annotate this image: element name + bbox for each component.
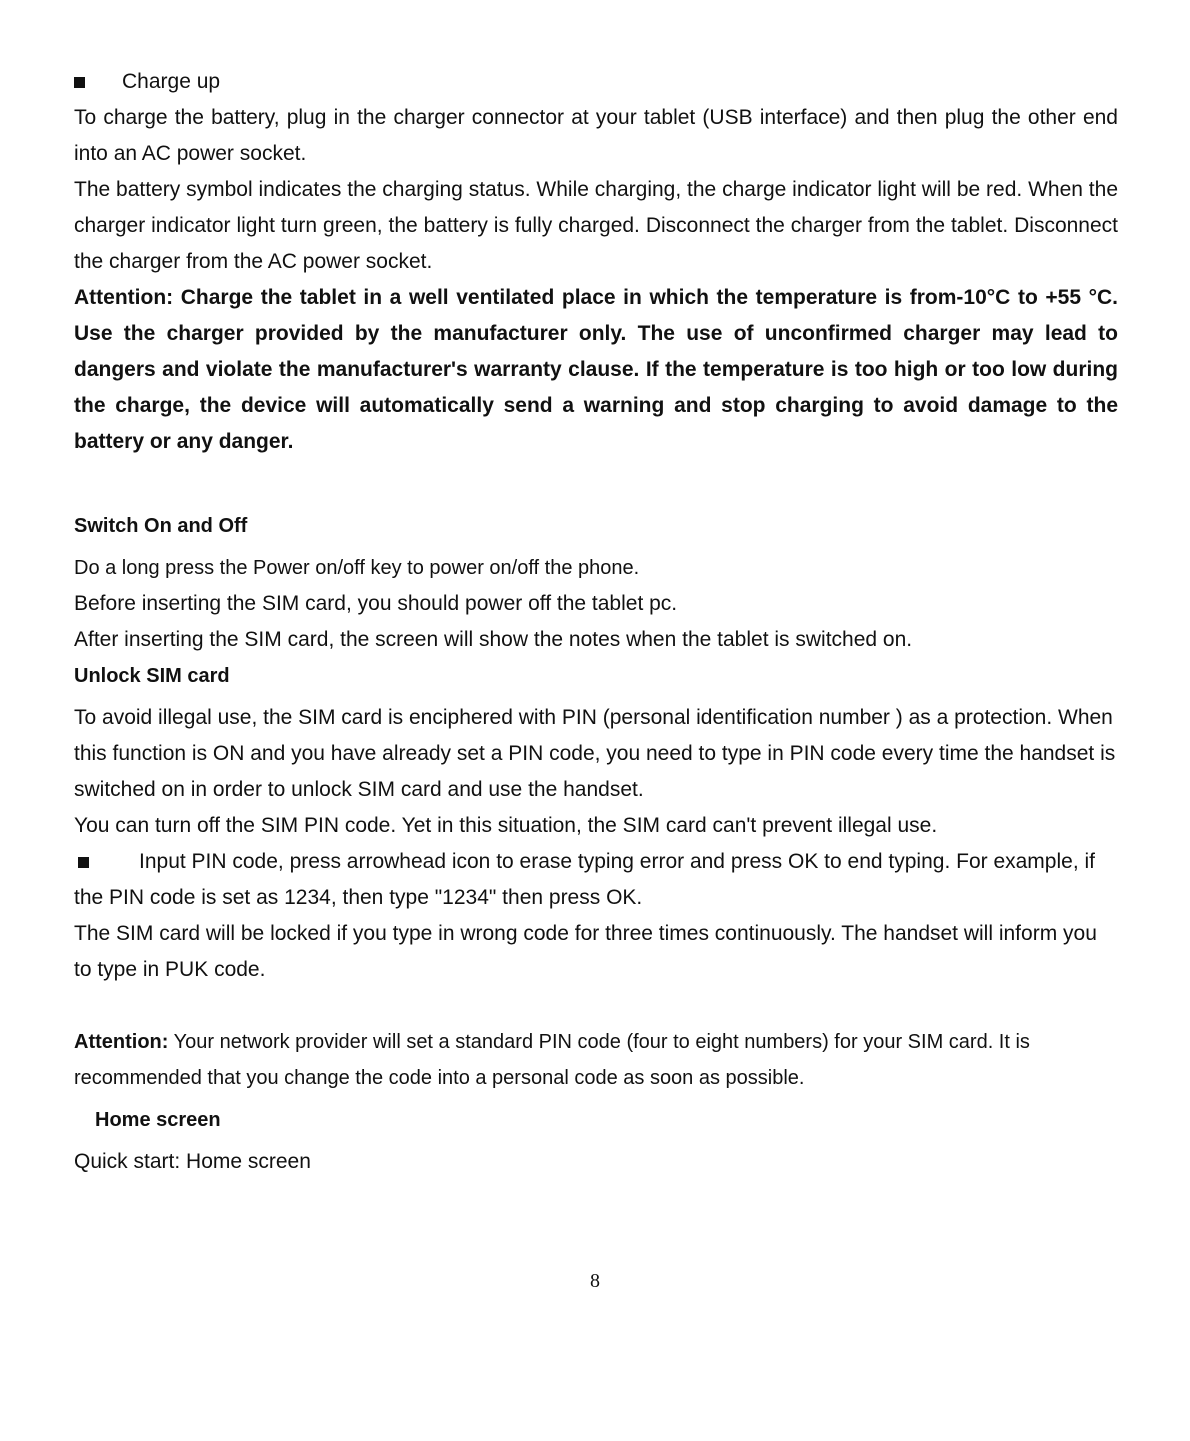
- switch-on-off-heading: Switch On and Off: [74, 515, 248, 537]
- bullet-square-icon: [78, 857, 89, 868]
- pin-attention-text: Your network provider will set a standard PIN code (four to eight numbers) for your SIM card. It is recommended that you change the code into a personal code as soon as possible.: [74, 1031, 1030, 1089]
- charge-up-heading: [74, 64, 1118, 100]
- charge-attention-warning: Attention: Charge the tablet in a well ventilated place in which the temperature is from-10°C to +55 °C. Use the charger provided by the manufacturer only. The use of unconfirmed charger may lead to dangers and violate the manufacturer's warranty clause. If the temperature is too high or too low during the charge, the device will automatically send a warning and stop charging to avoid damage to the battery or any danger.: [74, 286, 1118, 453]
- pin-attention-label: Attention:: [74, 1031, 169, 1053]
- manual-page-body: [74, 64, 1118, 1180]
- unlock-sim-heading: Unlock SIM card: [74, 665, 230, 687]
- page-number: 8: [590, 1270, 600, 1292]
- charge-up-heading-text: Charge up: [122, 70, 221, 93]
- unlock-sim-paragraph-2: You can turn off the SIM PIN code. Yet in this situation, the SIM card can't prevent illegal use.: [74, 814, 938, 837]
- charge-up-paragraph-2: The battery symbol indicates the charging status. While charging, the charge indicator light will be red. When the charger indicator light turn green, the battery is fully charged. Disconnect the charger from the tablet. Disconnect the charger from the AC power socket.: [74, 178, 1118, 273]
- bullet-square-icon: [74, 77, 85, 88]
- charge-up-paragraph-1: To charge the battery, plug in the charger connector at your tablet (USB interface) and then plug the other end into an AC power socket.: [74, 106, 1118, 165]
- switch-line-3: After inserting the SIM card, the screen will show the notes when the tablet is switched on.: [74, 628, 913, 651]
- switch-line-2: Before inserting the SIM card, you should power off the tablet pc.: [74, 592, 678, 615]
- home-screen-line: Quick start: Home screen: [74, 1150, 311, 1173]
- unlock-sim-paragraph-3: The SIM card will be locked if you type in wrong code for three times continuously. The handset will inform you to type in PUK code.: [74, 922, 1097, 981]
- pin-attention-note: [74, 1024, 1118, 1096]
- unlock-sim-bullet-text: Input PIN code, press arrowhead icon to erase typing error and press OK to end typing. For example, if the PIN code is set as 1234, then type "1234" then press OK.: [74, 850, 1095, 909]
- home-screen-heading: Home screen: [95, 1109, 221, 1131]
- switch-line-1: Do a long press the Power on/off key to power on/off the phone.: [74, 557, 640, 579]
- unlock-sim-bullet: [74, 844, 1118, 916]
- unlock-sim-paragraph-1: To avoid illegal use, the SIM card is enciphered with PIN (personal identification number ) as a protection. When this function is ON and you have already set a PIN code, you need to type in PIN code every time the handset is switched on in order to unlock SIM card and use the handset.: [74, 706, 1116, 801]
